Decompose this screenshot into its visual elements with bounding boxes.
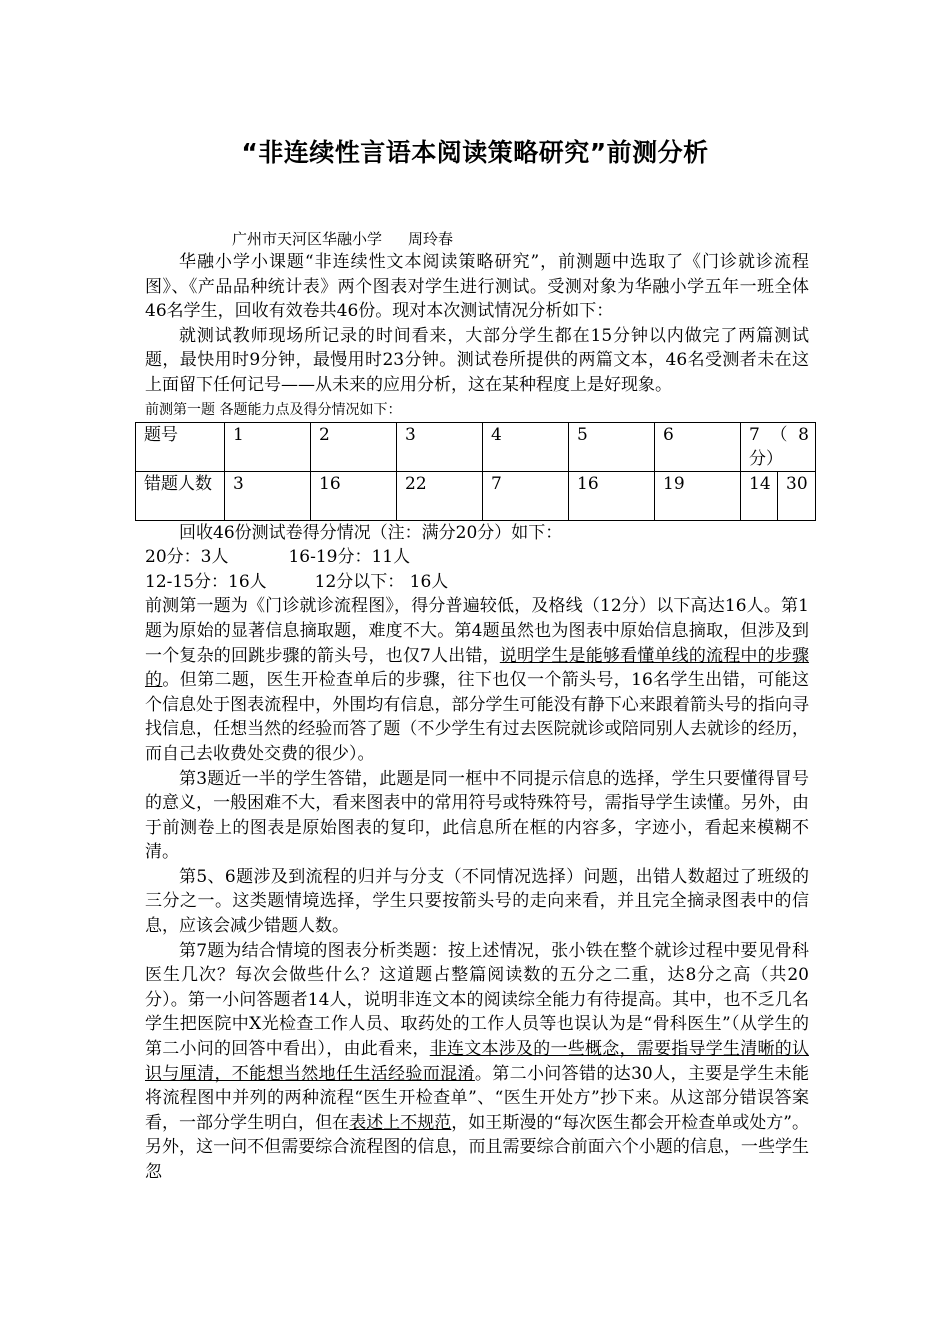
score-below-12: 12分以下： 16人 — [314, 571, 449, 592]
table-cell: 14 — [741, 471, 778, 520]
table-header-wrong-count: 错题人数 — [136, 471, 225, 520]
document-title: “非连续性言语本阅读策略研究”前测分析 — [241, 138, 709, 167]
table-header-question: 题号 — [136, 422, 225, 471]
analysis-paragraph-1 — [145, 594, 809, 766]
table-cell: 6 — [655, 422, 741, 471]
underlined-note: 说明学生是能够看懂单线的流程中的步骤的 — [145, 645, 809, 691]
underlined-note: 表述上不规范 — [349, 1112, 452, 1133]
score-line-1 — [145, 545, 809, 570]
table-cell: 22 — [397, 471, 483, 520]
table-caption: 前测第一题 各题能力点及得分情况如下： — [145, 401, 402, 418]
table-cell: 7 — [483, 471, 569, 520]
analysis-paragraph-2: 第3题近一半的学生答错，此题是同一框中不同提示信息的选择，学生只要懂得冒号的意义，一般困难不大，看来图表中的常用符号或特殊符号，需指导学生读懂。另外，由于前测卷上的图表是原始图表的复印，此信息所在框的内容多，字迹小，看起来模糊不清。 — [145, 768, 809, 863]
intro-paragraph-1: 华融小学小课题“非连续性文本阅读策略研究”，前测题中选取了《门诊就诊流程图》、《产品品种统计表》两个图表对学生进行测试。受测对象为华融小学五年一班全体46名学生，回收有效卷共46份。现对本次测试情况分析如下： — [145, 252, 809, 322]
table-cell: 16 — [311, 471, 397, 520]
author-line — [232, 228, 453, 249]
intro-paragraph-2: 就测试教师现场所记录的时间看来，大部分学生都在15分钟以内做完了两篇测试题，最快用时9分钟，最慢用时23分钟。测试卷所提供的两篇文本，46名受测者未在这上面留下任何记号——从未来的应用分析，这在某种程度上是好现象。 — [145, 325, 809, 395]
table-cell: 4 — [483, 422, 569, 471]
scores-intro: 回收46份测试卷得分情况（注：满分20分）如下： — [179, 522, 563, 543]
underlined-note: 非连文本涉及的一些概念，需要指导学生清晰的认识与厘清，不能想当然地任生活经验而混淆 — [145, 1039, 809, 1084]
table-cell: 30 — [778, 471, 816, 520]
document-body — [145, 250, 809, 1185]
score-line-2 — [145, 570, 809, 595]
table-cell: 2 — [311, 422, 397, 471]
analysis-paragraph-4 — [145, 939, 809, 1185]
analysis-text: 。但第二题，医生开检查单后的步骤，往下也仅一个箭头号，16名学生出错，可能这个信息处于图表流程中，外围均有信息，部分学生可能没有静下心来跟着箭头号的指向寻找信息，任想当然的经验而答了题（不少学生有过去医院就诊或陪同别人去就诊的经历，而自己去收费处交费的很少）。 — [145, 670, 810, 764]
table-cell: 3 — [397, 422, 483, 471]
analysis-text: ，如王斯漫的“每次医生都会开检查单或处方”。另外，这一问不但需要综合流程图的信息，而且需要综合前面六个小题的信息，一些学生忽 — [145, 1112, 809, 1182]
table-cell: 3 — [225, 471, 311, 520]
score-16-19: 16-19分：11人 — [288, 547, 411, 568]
error-count-table — [135, 422, 816, 521]
author-name: 周玲春 — [408, 230, 454, 248]
table-row-wrong-counts — [136, 471, 816, 520]
analysis-text: 第7题为结合情境的图表分析类题：按上述情况，张小铁在整个就诊过程中要见骨科医生几次？每次会做些什么？这道题占整篇阅读数的五分之二重，达8分之高（共20分）。第一小问答题者14人，说明非连文本的阅读综全能力有待提高。其中，也不乏几名学生把医院中X光检查工作人员、取药处的工作人员等也误认为是“骨科医生”（从学生的第二小问的回答中看出），由此看来， — [145, 940, 809, 1060]
table-cell: 7（8分） — [741, 422, 816, 471]
score-12-15: 12-15分：16人 — [145, 571, 267, 592]
table-row-question-numbers — [136, 422, 816, 471]
table-cell: 1 — [225, 422, 311, 471]
table-cell: 5 — [569, 422, 655, 471]
table-cell: 19 — [655, 471, 741, 520]
analysis-paragraph-3: 第5、6题涉及到流程的归并与分支（不同情况选择）问题，出错人数超过了班级的三分之一。这类题情境选择，学生只要按箭头号的走向来看，并且完全摘录图表中的信息，应该会减少错题人数。 — [145, 866, 809, 937]
score-full: 20分：3人 — [145, 547, 229, 568]
table-cell: 16 — [569, 471, 655, 520]
analysis-text: 。第二小问答错的达30人，主要是学生未能将流程图中并列的两种流程“医生开检查单”、“医生开处方”抄下来。从这部分错误答案看，一部分学生明白，但在 — [145, 1063, 809, 1133]
analysis-text: 前测第一题为《门诊就诊流程图》，得分普遍较低，及格线（12分）以下高达16人。第1题为原始的显著信息摘取题，难度不大。第4题虽然也为图表中原始信息摘取，但涉及到一个复杂的回跳步骤的箭头号，也仅7人出错， — [145, 596, 809, 666]
author-school: 广州市天河区华融小学 — [232, 230, 383, 248]
